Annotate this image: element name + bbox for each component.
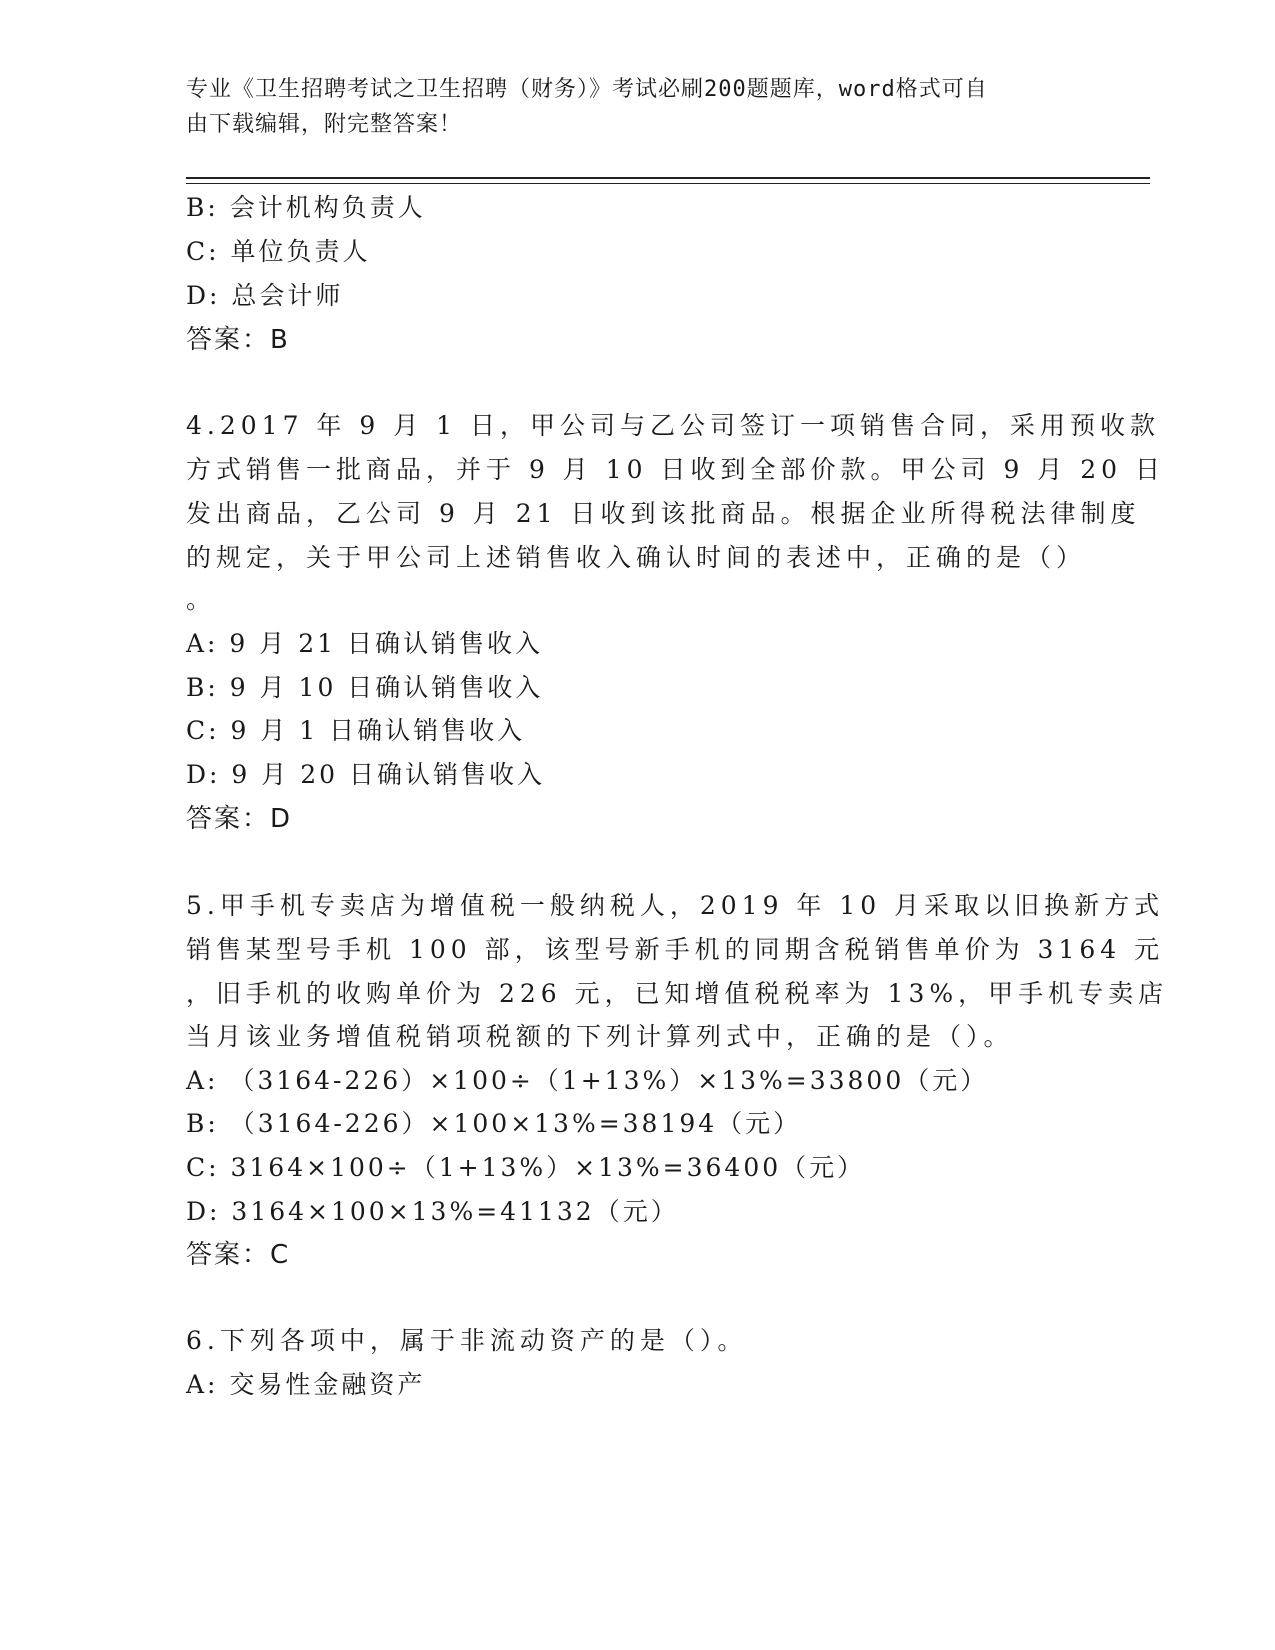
q4-answer: 答案：D — [186, 804, 293, 834]
header-title-line-1: 专业《卫生招聘考试之卫生招聘（财务）》考试必刷200题题库，word格式可自 — [186, 77, 988, 102]
header-rule-thick — [186, 177, 1150, 179]
q5-text-line-2: 销售某型号手机 100 部，该型号新手机的同期含税销售单价为 3164 元 — [186, 935, 1165, 964]
header-rule-thin — [186, 183, 1150, 184]
q4-option-d: D: 9 月 20 日确认销售收入 — [186, 760, 545, 789]
q6-option-a: A: 交易性金融资产 — [186, 1370, 426, 1399]
q5-option-b: B: （3164-226）×100×13%=38194（元） — [186, 1109, 802, 1138]
q4-option-b: B: 9 月 10 日确认销售收入 — [186, 673, 544, 702]
q4-text-line-3: 发出商品，乙公司 9 月 21 日收到该批商品。根据企业所得税法律制度 — [186, 499, 1141, 528]
q5-option-c: C: 3164×100÷（1+13%）×13%=36400（元） — [186, 1153, 866, 1182]
q3-option-b: B: 会计机构负责人 — [186, 193, 426, 222]
q5-text-line-4: 当月该业务增值税销项税额的下列计算列式中，正确的是（）。 — [186, 1022, 1014, 1051]
q3-answer: 答案：B — [186, 325, 290, 355]
header-title-line-2: 由下载编辑，附完整答案！ — [186, 112, 463, 137]
q3-option-c: C: 单位负责人 — [186, 237, 371, 266]
q6-text-line-1: 6.下列各项中，属于非流动资产的是（）。 — [186, 1326, 748, 1355]
q4-text-line-4: 的规定，关于甲公司上述销售收入确认时间的表述中，正确的是（） — [186, 543, 1087, 572]
q4-text-line-1: 4.2017 年 9 月 1 日，甲公司与乙公司签订一项销售合同，采用预收款 — [186, 411, 1161, 440]
q4-option-c: C: 9 月 1 日确认销售收入 — [186, 716, 526, 745]
q5-text-line-1: 5.甲手机专卖店为增值税一般纳税人，2019 年 10 月采取以旧换新方式 — [186, 891, 1165, 920]
q4-text-line-2: 方式销售一批商品，并于 9 月 10 日收到全部价款。甲公司 9 月 20 日 — [186, 455, 1166, 484]
q4-option-a: A: 9 月 21 日确认销售收入 — [186, 629, 543, 658]
document-header — [186, 72, 1066, 142]
q5-option-d: D: 3164×100×13%=41132（元） — [186, 1197, 679, 1226]
q5-option-a: A: （3164-226）×100÷（1+13%）×13%=33800（元） — [186, 1066, 989, 1095]
q4-text-line-5: 。 — [186, 585, 215, 614]
q5-answer: 答案：C — [186, 1240, 291, 1270]
q3-option-d: D: 总会计师 — [186, 281, 344, 310]
q5-text-line-3: ，旧手机的收购单价为 226 元，已知增值税税率为 13%，甲手机专卖店 — [186, 979, 1169, 1008]
